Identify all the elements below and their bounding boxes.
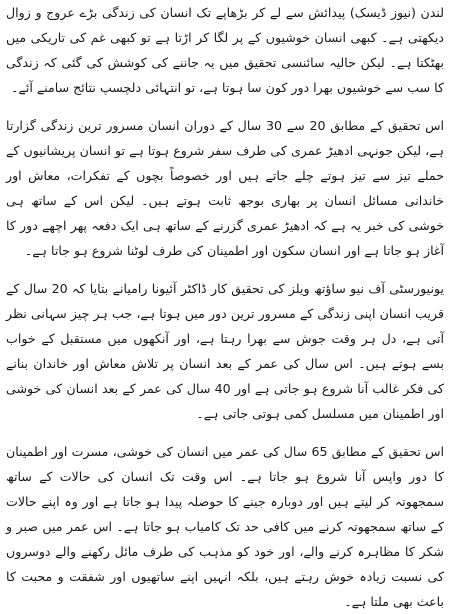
article-paragraph-1: لندن (نیوز ڈیسک) پیدائش سے لے کر بڑھاپے تک انسان کی زندگی بڑے عروج و زوال دیکھتی ہے۔ کبھی انسان خوشیوں کے پر لگا کر اڑتا ہے تو کبھی غم کی تاریکی میں بھٹکتا ہے۔ لیکن حالیہ سائنسی تحقیق میں یہ جاننے کی کوشش کی گئی کہ زندگی کا سب سے خوشیوں بھرا دور کون سا ہوتا ہے، تو انتہائی دلچسپ نتائج سامنے آئے۔ — [6, 5, 444, 95]
article-paragraph-3: یونیورسٹی آف نیو ساؤتھ ویلز کی تحقیق کار ڈاکٹر آئیونا رامیانے بتایا کہ 20 سال کے قریب انسان اپنی زندگی کے مسرور ترین دور میں ہوتا ہے، جب ہر چیز سہانی نظر آتی ہے، دل ہر وقت جوش سے بھرا رہتا ہے، اور آنکھوں میں مستقبل کے خواب بسے ہوتے ہیں۔ اس سال کی عمر کے بعد انسان پر تلاش معاش اور خاندان بنانے کی فکر غالب آنا شروع ہو جاتی ہے اور 40 سال کی عمر کے بعد انسان کی خوشی اور اطمینان میں مسلسل کمی ہوتی جاتی ہے۔ — [6, 281, 445, 421]
article-paragraph-2: اس تحقیق کے مطابق 20 سے 30 سال کے دوران انسان مسرور ترین زندگی گزارتا ہے، لیکن جونہی ادھیڑ عمری کی طرف سفر شروع ہوتا ہے تو انسان پریشانیوں کے حملے تیز سے تیز ہوتے چلے جاتے ہیں اور خصوصاً بچوں کے تفکرات، معاش اور خاندانی مسائل انسان پر بھاری بوجھ ثابت ہوتے ہیں۔ لیکن اس کے ساتھ ہی خوشی کی خبر یہ ہے کہ ادھیڑ عمری گزرنے کے ساتھ ہی ایک دفعہ پھر اچھے دور کا آغاز ہو جاتا ہے اور انسان سکون اور اطمینان کی طرف لوٹنا شروع ہو جاتا ہے۔ — [6, 118, 444, 258]
article-paragraph-4: اس تحقیق کے مطابق 65 سال کی عمر میں انسان کی خوشی، مسرت اور اطمینان کا دور واپس آنا شروع ہو جاتا ہے۔ اس وقت تک انسان کی حالات کے ساتھ سمجھوتہ کر لیتے ہیں اور دوبارہ جینے کا حوصلہ پیدا ہو جاتا ہے اور وہ اپنے حالات کے ساتھ سمجھوتہ کرنے میں کافی حد تک کامیاب ہو جاتا ہے۔ اس عمر میں صبر و شکر کا مظاہرہ کرنے والے، اور خود کو مذہب کی طرف مائل رکھنے والے دوسروں کی نسبت زیادہ خوش رہتے ہیں، بلکہ انہیں اپنے ساتھیوں اور شفقت و محبت کا باعث بھی ملتا ہے۔ — [6, 444, 444, 609]
article-body — [6, 0, 445, 609]
